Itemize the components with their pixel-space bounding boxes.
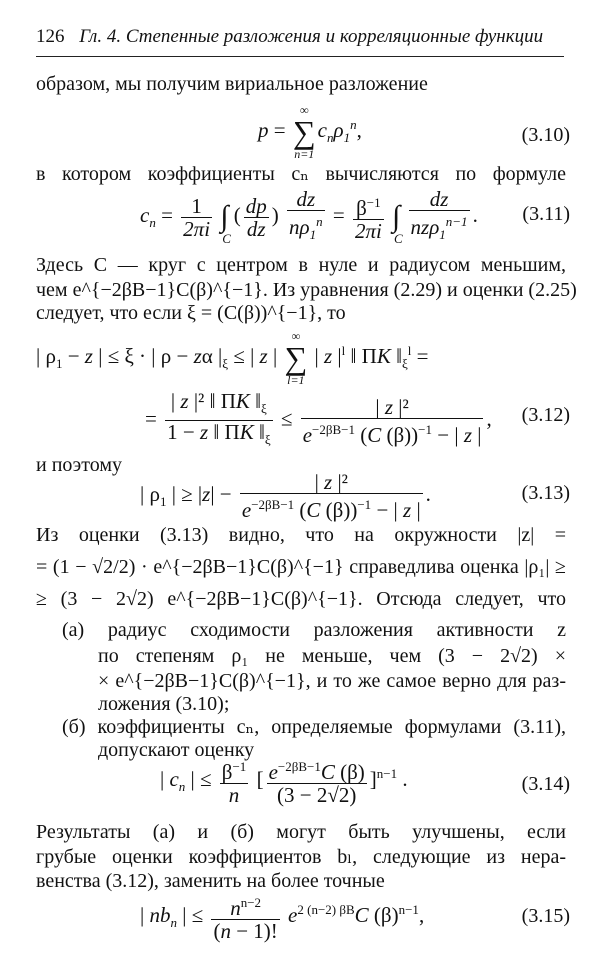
equation-3-15: | $nb_n$ | ≤ $\frac{n^{n-2}}{(n - 1)!}$ $e^{2 (n-2) \beta B}C$ $(\beta)^{n-1}$, bbox=[140, 892, 424, 942]
equation-3-14: | $c_n$ | ≤ $\frac{\beta^{-1}}{n}$ [ $\frac{e^{-2\beta B-1}C (\beta)}{(3 - 2√2)}$ ]$^{n-1}$ . bbox=[160, 756, 408, 806]
equation-number: (3.14) bbox=[521, 773, 570, 795]
equation-3-12-line1: | $\rho_1 - z$ | ≤ ξ · | ρ − zα $|_\xi$ ≤ | z | ∞ ∑ l=1 | z $|^l$ ‖ ΠK $‖_\xi^l$ = bbox=[36, 329, 429, 387]
text-line: в котором коэффициенты cₙ вычисляются по формуле bbox=[36, 163, 566, 185]
equation-number: (3.10) bbox=[521, 124, 570, 146]
page-header bbox=[36, 26, 564, 57]
equation-number: (3.12) bbox=[521, 404, 570, 426]
equation-3-13: | $\rho_1$ | ≥ |z| − $\frac{\text{| z |²}}{e^{-2\beta B-1} (C (\beta))^{-1} - | z |}$ . bbox=[140, 470, 431, 522]
equation-3-10: p = ∞ ∑ n=1 $c_n\rho_1^n$, bbox=[258, 103, 362, 161]
running-title: Гл. 4. Степенные разложения и корреляционные функции bbox=[79, 26, 544, 47]
text-line: Из оценки (3.13) видно, что на окружности |z| = bbox=[36, 524, 566, 546]
equation-number: (3.13) bbox=[521, 482, 570, 504]
text-line: × e^{−2βB−1}C(β)^{−1}, и то же самое верно для раз- bbox=[98, 670, 566, 692]
text-line: = (1 − √2/2) · e^{−2βB−1}C(β)^{−1} справедлива оценка |ρ₁| ≥ bbox=[36, 556, 566, 578]
equation-3-12-line2: = $\frac{| z |^2 ‖ \Pi K ‖_\xi}{1 - z ‖ \Pi K ‖_\xi}$ ≤ $\frac{\text{| z |²}}{e^{-2\beta B-1} (C (\beta))^{-1} - | z |}$ , bbox=[145, 389, 492, 448]
text-line: чем e^{−2βB−1}C(β)^{−1}. Из уравнения (2.29) и оценки (2.25) bbox=[36, 279, 577, 301]
text-line: и поэтому bbox=[36, 454, 122, 476]
equation-3-11: $c_n$ = $\frac{1}{2\pi i}$ ∫ C ( $\frac{dp}{dz}$ ) $\frac{dz}{n\rho_1^n}$ = $\frac{\beta^{-1}}{2\pi i}$ ∫ C $\frac{dz}{nz\rho_1^{n-1}}$ . bbox=[140, 187, 478, 247]
text-line: Результаты (а) и (б) могут быть улучшены, если bbox=[36, 821, 566, 843]
text-line: образом, мы получим вириальное разложение bbox=[36, 73, 428, 95]
list-item-b: (б) коэффициенты cₙ, определяемые формулами (3.11), bbox=[62, 716, 566, 738]
text-line: ложения (3.10); bbox=[98, 693, 230, 715]
page-number: 126 bbox=[36, 26, 65, 47]
list-item-a: (а) радиус сходимости разложения активности z bbox=[62, 619, 566, 641]
text-line: венства (3.12), заменить на более точные bbox=[36, 870, 385, 892]
equation-number: (3.15) bbox=[521, 905, 570, 927]
equation-number: (3.11) bbox=[522, 203, 570, 225]
text-line: следует, что если ξ = (C(β))^{−1}, то bbox=[36, 302, 346, 324]
text-line: допускают оценку bbox=[98, 739, 255, 761]
text-line: грубые оценки коэффициентов bₗ, следующие из нера- bbox=[36, 846, 566, 868]
text-line: по степеням ρ₁ не меньше, чем (3 − 2√2) × bbox=[98, 645, 566, 667]
text-line: Здесь C — круг с центром в нуле и радиусом меньшим, bbox=[36, 254, 566, 276]
text-line: ≥ (3 − 2√2) e^{−2βB−1}C(β)^{−1}. Отсюда следует, что bbox=[36, 588, 566, 610]
